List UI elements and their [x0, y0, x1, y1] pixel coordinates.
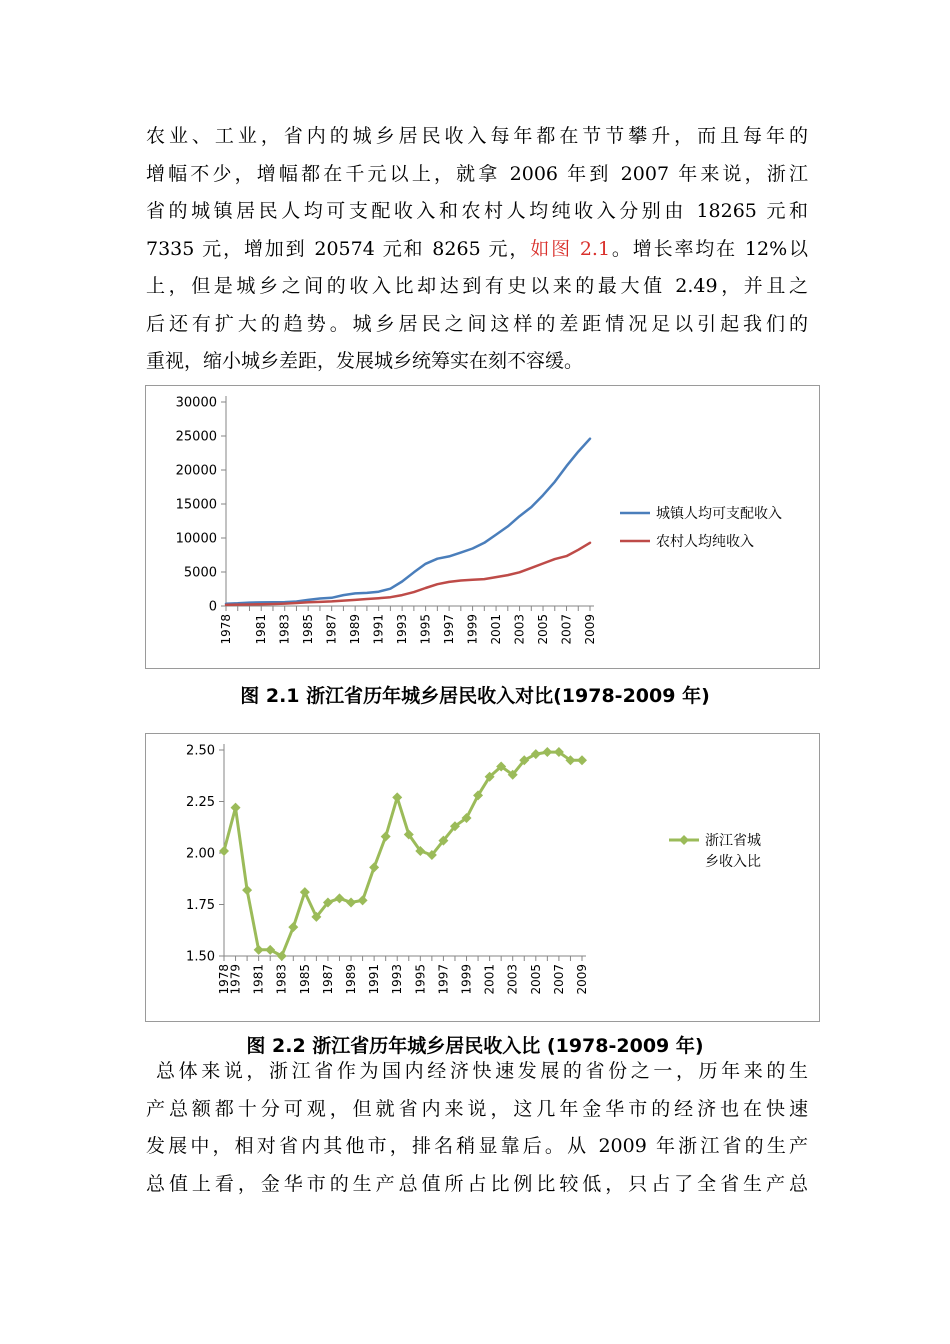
x-tick-label: 1991: [367, 964, 382, 995]
y-tick-label: 0: [208, 599, 217, 615]
data-point: [392, 792, 402, 802]
x-tick-label: 1978: [219, 614, 233, 645]
text-line: 农业、工业，省内的城乡居民收入每年都在节节攀升，而且每年的: [146, 125, 808, 147]
x-tick-label: 1987: [324, 614, 339, 645]
body-paragraph-2: [146, 1053, 808, 1203]
text-line: [146, 231, 808, 269]
x-tick-label: 1995: [413, 964, 428, 995]
y-tick-label: 2.00: [186, 846, 215, 862]
x-tick-label: 1981: [251, 964, 266, 995]
data-point: [254, 945, 264, 955]
x-tick-label: 1989: [344, 964, 359, 995]
data-point: [242, 885, 252, 895]
data-point: [300, 887, 310, 897]
x-tick-label: 2005: [528, 964, 543, 995]
text-line: 增幅不少，增幅都在千元以上，就拿 2006 年到 2007 年来说，浙江: [146, 162, 808, 185]
x-tick-label: 1991: [371, 614, 386, 645]
text-line: 总体来说，浙江省作为国内经济快速发展的省份之一，历年来的生: [156, 1060, 808, 1082]
series-line: [226, 439, 590, 604]
data-point: [577, 755, 587, 765]
data-point: [369, 862, 379, 872]
y-tick-label: 2.50: [186, 743, 215, 759]
figure-2-caption: 图 2.2 浙江省历年城乡居民收入比 (1978-2009 年): [246, 1035, 704, 1057]
x-tick-label: 1983: [277, 614, 292, 645]
y-tick-label: 1.50: [186, 949, 215, 965]
x-tick-label: 2009: [583, 614, 597, 645]
legend-label: 城镇人均可支配收入: [656, 506, 782, 522]
x-tick-label: 1997: [442, 614, 457, 645]
x-tick-label: 2007: [559, 614, 574, 645]
x-tick-label: 1979: [228, 964, 243, 995]
y-tick-label: 10000: [175, 531, 217, 547]
y-tick-label: 1.75: [186, 898, 215, 913]
data-point: [219, 846, 229, 856]
x-tick-label: 1985: [301, 614, 316, 645]
legend-label: 浙江省城: [705, 833, 761, 849]
x-tick-label: 1997: [436, 964, 451, 995]
text-line: 重视，缩小城乡差距，发展城乡统筹实在刻不容缓。: [146, 350, 584, 372]
y-tick-label: 20000: [175, 463, 217, 479]
x-tick-label: 1987: [320, 964, 335, 995]
data-point: [231, 803, 241, 813]
legend-marker: [679, 835, 689, 845]
ratio-chart-box: [145, 733, 820, 1022]
x-tick-label: 1978: [217, 964, 231, 995]
x-tick-label: 2009: [575, 964, 589, 995]
y-tick-label: 15000: [175, 497, 217, 513]
x-tick-label: 1981: [254, 614, 269, 645]
x-tick-label: 2001: [482, 964, 497, 995]
figure-1-caption: 图 2.1 浙江省历年城乡居民收入对比(1978-2009 年): [240, 685, 710, 707]
data-point: [542, 747, 552, 757]
data-point: [288, 922, 298, 932]
y-tick-label: 5000: [183, 565, 217, 581]
x-tick-label: 1995: [418, 614, 433, 645]
legend-label: 农村人均纯收入: [656, 534, 754, 550]
data-point: [334, 893, 344, 903]
x-tick-label: 1999: [459, 964, 474, 995]
text-line: 发展中，相对省内其他市，排名稍显靠后。从 2009 年浙江省的生产: [146, 1135, 808, 1157]
data-point: [358, 895, 368, 905]
x-tick-label: 2003: [505, 964, 520, 995]
x-tick-label: 1993: [390, 964, 405, 995]
text-line: 总值上看，金华市的生产总值所占比例比较低，只占了全省生产总: [146, 1172, 808, 1195]
text-line: 产总额都十分可观，但就省内来说，这几年金华市的经济也在快速: [146, 1097, 808, 1120]
x-tick-label: 1985: [297, 964, 312, 995]
data-point: [381, 832, 391, 842]
x-tick-label: 1989: [348, 614, 363, 645]
x-tick-label: 1993: [395, 614, 410, 645]
text-line: 上，但是城乡之间的收入比却达到有史以来的最大值 2.49，并且之: [146, 275, 808, 297]
ratio-line-chart: [146, 734, 819, 1021]
x-tick-label: 2007: [551, 964, 566, 995]
income-line-chart: [146, 386, 819, 668]
x-tick-label: 2001: [489, 614, 504, 645]
x-tick-label: 2005: [536, 614, 551, 645]
y-tick-label: 30000: [175, 395, 217, 411]
legend-label: 乡收入比: [705, 854, 761, 870]
text-segment: 。增长率均在 12%以: [610, 237, 808, 260]
figure-reference-link[interactable]: 如图 2.1: [530, 237, 611, 260]
y-tick-label: 2.25: [186, 795, 215, 810]
data-point: [346, 897, 356, 907]
series-line: [226, 543, 590, 605]
income-chart-box: [145, 385, 820, 669]
x-tick-label: 1999: [465, 614, 480, 645]
x-tick-label: 1983: [274, 964, 289, 995]
series-line: [224, 752, 582, 956]
text-segment: 7335 元，增加到 20574 元和 8265 元，: [146, 237, 531, 260]
body-paragraph-1: [146, 118, 808, 381]
x-tick-label: 2003: [512, 614, 527, 645]
y-tick-label: 25000: [175, 429, 217, 445]
text-line: 省的城镇居民人均可支配收入和农村人均纯收入分别由 18265 元和: [146, 200, 808, 222]
text-line: 后还有扩大的趋势。城乡居民之间这样的差距情况足以引起我们的: [146, 312, 808, 335]
